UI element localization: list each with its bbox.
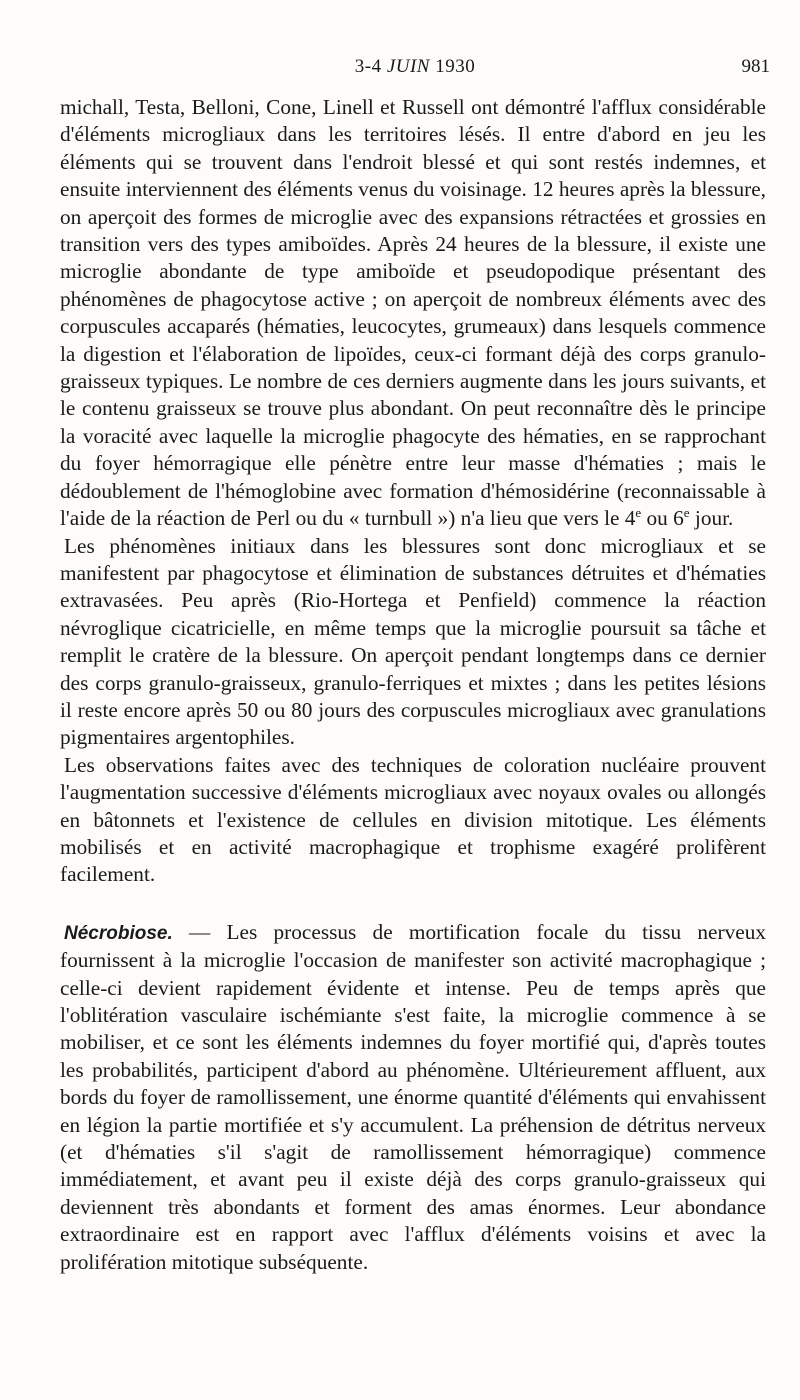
date-month: JUIN: [386, 56, 430, 77]
date-prefix: 3-4: [354, 56, 382, 77]
section-necrobiose: [60, 919, 766, 1276]
paragraph-2: Les phénomènes initiaux dans les blessures sont donc microgliaux et se manifestent par phagocytose et élimination de substances détruites et d'hématies extravasées. Peu après (Rio-Hortega et Penfield) commence la réaction névroglique cicatricielle, en même temps que la microglie poursuit sa tâche et remplit le cratère de la blessure. On aperçoit pendant longtemps dans ce dernier des corps granulo-graisseux, granulo-ferriques et mixtes ; dans les petites lésions il reste encore après 50 ou 80 jours des corpuscules microgliaux avec granulations pigmentaires argentophiles.: [60, 533, 766, 750]
section-title: Nécrobiose.: [64, 922, 173, 944]
section-text: — Les processus de mortification focale du tissu nerveux fournissent à la microglie l'occasion de manifester son activité macrophagique ; celle-ci devient rapidement évidente et intense. Peu de temps après que l'oblitération vasculaire ischémiante s'est faite, la microglie commence à se mobiliser, et ce sont les éléments indemnes du foyer mortifié qui, d'après toutes les probabilités, participent d'abord au phénomène. Ultérieurement affluent, aux bords du foyer de ramollissement, une énorme quantité d'éléments qui envahissent en légion la partie mortifiée et s'y accumulent. La préhension de détritus nerveux (et d'hématies s'il s'agit de ramollissement hémorragique) commence immédiatement, et avant peu il existe déjà des corps granulo-graisseux qui deviennent très abondants et forment des amas énormes. Leur abondance extraordinaire est en rapport avec l'afflux d'éléments voisins et avec la prolifération mitotique subséquente.: [60, 919, 766, 1274]
paragraph-3: Les observations faites avec des techniques de coloration nucléaire prouvent l'augmentation successive d'éléments microgliaux avec noyaux ovales ou allongés en bâtonnets et l'existence de cellules en division mitotique. Les éléments mobilisés et en activité macrophagique et trophisme exagéré prolifèrent facilement.: [60, 752, 766, 887]
paragraph-1: michall, Testa, Belloni, Cone, Linell et Russell ont démontré l'afflux considérable d'éléments microgliaux dans les territoires lésés. Il entre d'abord en jeu les éléments qui se trouvent dans l'endroit blessé et qui sont restés indemnes, et ensuite interviennent des éléments venus du voisinage. 12 heures après la blessure, on aperçoit des formes de microglie avec des expansions rétractées et grossies en transition vers des types amiboïdes. Après 24 heures de la blessure, il existe une microglie abondante de type amiboïde et pseudopodique présentant des phénomènes de phagocytose active ; on aperçoit de nombreux éléments avec des corpuscules accaparés (hématies, leucocytes, grumeaux) dans lesquels commence la digestion et l'élaboration de lipoïdes, ceux-ci formant déjà des corps granulo-graisseux typiques. Le nombre de ces derniers augmente dans les jours suivants, et le contenu graisseux se trouve plus abondant. On peut reconnaître dès le principe la voracité avec laquelle la microglie phagocyte des hématies, en se rapprochant du foyer hémorragique elle pénètre entre leur masse d'hématies ; mais le dédoublement de l'hémoglobine avec formation d'hémosidérine (reconnaissable à l'aide de la réaction de Perl ou du « turnbull ») n'a lieu que vers le 4e ou 6e jour.: [60, 95, 766, 531]
date-year: 1930: [435, 56, 476, 77]
body-text: [60, 94, 766, 1276]
page-number: 981: [741, 56, 770, 77]
header-date: [60, 56, 770, 78]
page-header: [60, 56, 770, 84]
